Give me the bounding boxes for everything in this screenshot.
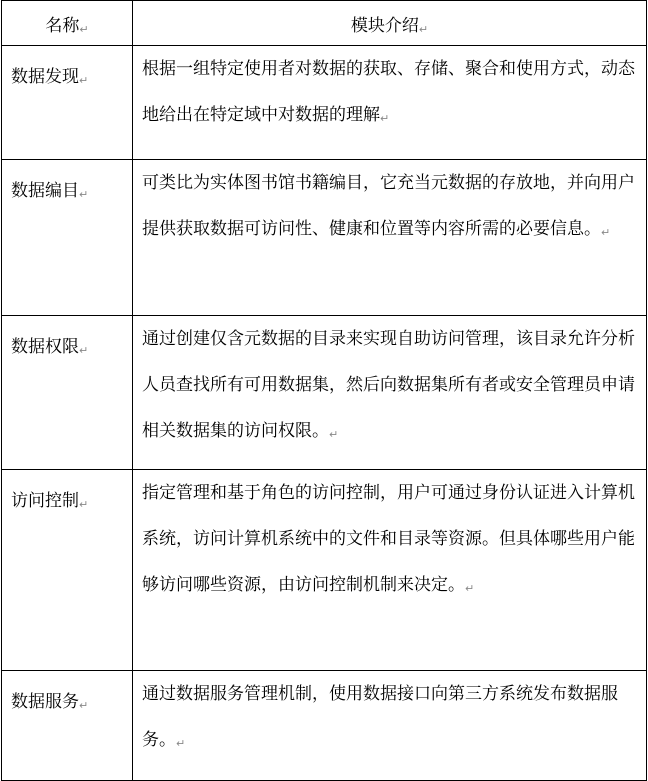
module-name: 访问控制↵ (2, 470, 133, 671)
table-header-row (2, 1, 647, 46)
module-desc: 通过数据服务管理机制，使用数据接口向第三方系统发布数据服务。↵ (133, 671, 647, 781)
header-name: 名称↵ (2, 1, 133, 46)
module-name: 数据服务↵ (2, 671, 133, 781)
module-desc: 根据一组特定使用者对数据的获取、存储、聚合和使用方式，动态地给出在特定域中对数据的理解↵ (133, 46, 647, 160)
header-desc: 模块介绍↵ (133, 1, 647, 46)
module-desc: 指定管理和基于角色的访问控制，用户可通过身份认证进入计算机系统，访问计算机系统中的文件和目录等资源。但具体哪些用户能够访问哪些资源，由访问控制机制来决定。↵ (133, 470, 647, 671)
module-desc: 通过创建仅含元数据的目录来实现自助访问管理，该目录允许分析人员查找所有可用数据集，然后向数据集所有者或安全管理员申请相关数据集的访问权限。↵ (133, 316, 647, 470)
table-row (2, 160, 647, 316)
module-desc: 可类比为实体图书馆书籍编目，它充当元数据的存放地，并向用户提供获取数据可访问性、健康和位置等内容所需的必要信息。↵ (133, 160, 647, 316)
module-table (1, 0, 647, 781)
module-name: 数据权限↵ (2, 316, 133, 470)
table-row (2, 671, 647, 781)
table-row (2, 470, 647, 671)
table-row (2, 316, 647, 470)
module-name: 数据编目↵ (2, 160, 133, 316)
module-name: 数据发现↵ (2, 46, 133, 160)
table-row (2, 46, 647, 160)
